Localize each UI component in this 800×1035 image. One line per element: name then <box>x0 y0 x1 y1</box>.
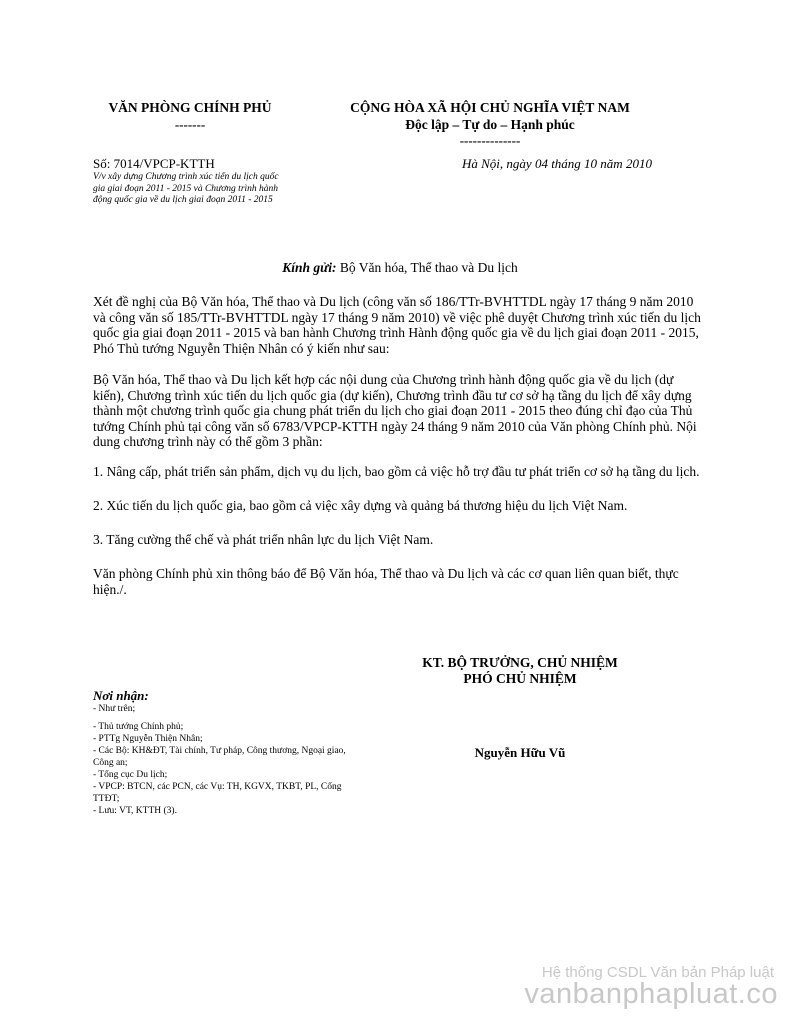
body-paragraph-2: Bộ Văn hóa, Thể thao và Du lịch kết hợp các nội dung của Chương trình hành động quốc gia về du lịch (dự kiến), Chương trình xúc tiến du lịch quốc gia (dự kiến), Chương trình đầu tư cơ sở hạ tầng du lịch để xây dựng thành một chương trình quốc gia chung phát triển du lịch cho giai đoạn 2011 - 2015 theo đúng chỉ đạo của Thủ tướng Chính phủ tại công văn số 6783/VPCP-KTTH ngày 24 tháng 9 năm 2010 của Văn phòng Chính phủ. Nội dung chương trình này có thể gồm 3 phần: <box>93 372 697 449</box>
receivers-list <box>93 703 363 817</box>
motto-separator: -------------- <box>459 133 521 148</box>
receiver-item: - Các Bộ: KH&ĐT, Tài chính, Tư pháp, Công thương, Ngoại giao, Công an; <box>93 746 346 768</box>
issuing-agency: VĂN PHÒNG CHÍNH PHỦ <box>108 100 272 115</box>
recipient-label: Kính gửi: <box>282 260 337 275</box>
body-paragraph-1: Xét đề nghị của Bộ Văn hóa, Thể thao và Du lịch (công văn số 186/TTr-BVHTTDL ngày 17 tháng 9 năm 2010 và công văn số 185/TTr-BVHTTDL ngày 17 tháng 9 năm 2010) về việc phê duyệt Chương trình xúc tiến du lịch quốc gia giai đoạn 2011 - 2015 và ban hành Chương trình Hành động quốc gia về du lịch giai đoạn 2011 - 2015, Phó Thủ tướng Nguyễn Thiện Nhân có ý kiến như sau: <box>93 294 701 356</box>
receiver-item: - Tổng cục Du lịch; <box>93 770 168 780</box>
receivers-heading: Nơi nhận: <box>93 688 149 703</box>
watermark-line-1: Hệ thống CSDL Văn bản Pháp luật <box>541 964 774 981</box>
watermark-line-2: vanbanphapluat.co <box>524 978 778 1010</box>
national-motto: Độc lập – Tự do – Hạnh phúc <box>405 117 575 132</box>
agency-separator: ------- <box>174 117 206 132</box>
receiver-item: - PTTg Nguyễn Thiện Nhân; <box>93 734 203 744</box>
signature-title-line-2: PHÓ CHỦ NHIỆM <box>463 670 577 686</box>
closing-paragraph: Văn phòng Chính phủ xin thông báo để Bộ Văn hóa, Thể thao và Du lịch và các cơ quan liên quan biết, thực hiện./. <box>93 566 679 597</box>
signer-name: Nguyễn Hữu Vũ <box>474 745 566 760</box>
receiver-item: - VPCP: BTCN, các PCN, các Vụ: TH, KGVX, TKBT, PL, Cổng TTĐT; <box>93 782 342 804</box>
recipient-name: Bộ Văn hóa, Thể thao và Du lịch <box>336 260 518 275</box>
content-item-3: 3. Tăng cường thể chế và phát triển nhân lực du lịch Việt Nam. <box>93 532 434 547</box>
document-date: Hà Nội, ngày 04 tháng 10 năm 2010 <box>462 156 652 171</box>
content-item-2: 2. Xúc tiến du lịch quốc gia, bao gồm cả việc xây dựng và quảng bá thương hiệu du lịch Việt Nam. <box>93 498 628 513</box>
receiver-item: - Thủ tướng Chính phủ; <box>93 722 184 732</box>
signature-title <box>400 655 640 686</box>
signature-title-line-1: KT. BỘ TRƯỞNG, CHỦ NHIỆM <box>422 655 618 670</box>
content-item-1: 1. Nâng cấp, phát triển sản phẩm, dịch vụ du lịch, bao gồm cả việc hỗ trợ đầu tư phát triển cơ sở hạ tầng du lịch. <box>93 464 700 479</box>
receiver-item: - Lưu: VT, KTTH (3). <box>93 806 177 816</box>
national-title: CỘNG HÒA XÃ HỘI CHỦ NGHĨA VIỆT NAM <box>350 100 630 115</box>
recipient-line <box>0 260 800 276</box>
document-subject: V/v xây dựng Chương trình xúc tiến du lịch quốc gia giai đoạn 2011 - 2015 và Chương trình hành động quốc gia về du lịch giai đoạn 2011 - 2015 <box>93 172 279 205</box>
receiver-item: - Như trên; <box>93 704 136 714</box>
document-number: Số: 7014/VPCP-KTTH <box>93 156 215 171</box>
